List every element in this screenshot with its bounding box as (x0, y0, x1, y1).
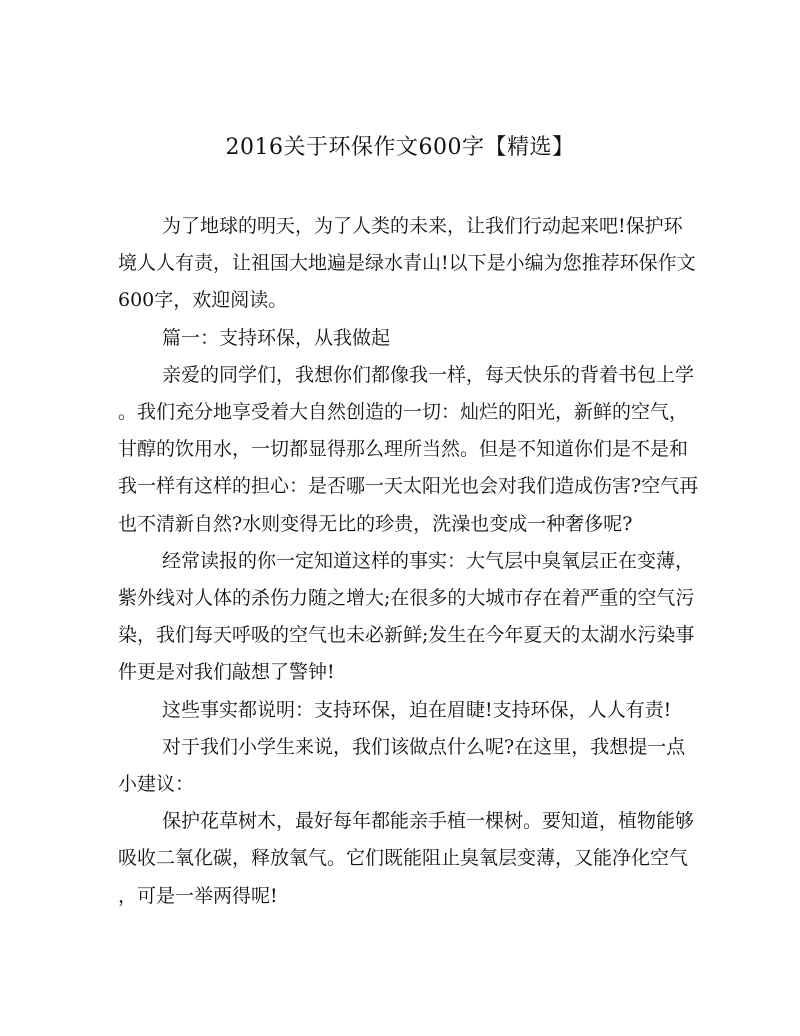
paragraph (118, 729, 688, 803)
text-line: 也不清新自然?水则变得无比的珍贵，洗澡也变成一种奢侈呢? (118, 512, 633, 535)
document-body (118, 208, 699, 915)
text-line: 篇一：支持环保，从我做起 (162, 326, 391, 349)
section-heading (118, 320, 688, 357)
text-line: 保护花草树木，最好每年都能亲手植一棵树。要知道，植物能够 (162, 810, 695, 833)
text-line: 经常读报的你一定知道这样的事实：大气层中臭氧层正在变薄， (162, 549, 695, 572)
paragraph-intro (118, 208, 696, 320)
text-line: 紫外线对人体的杀伤力随之增大;在很多的大城市存在着严重的空气污 (118, 587, 695, 610)
text-line: 件更是对我们敲想了警钟! (118, 661, 335, 684)
text-line: 对于我们小学生来说，我们该做点什么呢?在这里，我想提一点 (162, 735, 686, 758)
paragraph (118, 543, 695, 692)
text-line: 我一样有这样的担心：是否哪一天太阳光也会对我们造成伤害?空气再 (118, 475, 699, 498)
document-title: 2016关于环保作文600字【精选】 (225, 135, 575, 160)
text-line: 甘醇的饮用水，一切都显得那么理所当然。但是不知道你们是不是和 (118, 438, 689, 461)
text-line: 小建议： (118, 773, 195, 796)
paragraph (118, 357, 699, 543)
text-line: 染，我们每天呼吸的空气也未必新鲜;发生在今年夏天的太湖水污染事 (118, 624, 695, 647)
paragraph (118, 692, 688, 729)
text-line: 。我们充分地享受着大自然创造的一切：灿烂的阳光，新鲜的空气， (118, 401, 689, 424)
text-line: 这些事实都说明：支持环保，迫在眉睫!支持环保，人人有责! (162, 698, 672, 721)
text-line: 亲爱的同学们，我想你们都像我一样，每天快乐的背着书包上学 (162, 363, 695, 386)
text-line: 境人人有责，让祖国大地遍是绿水青山!以下是小编为您推荐环保作文 (118, 252, 696, 275)
text-line: 600字，欢迎阅读。 (118, 289, 288, 312)
text-line: ，可是一举两得呢! (118, 884, 278, 907)
text-line: 吸收二氧化碳，释放氧气。它们既能阻止臭氧层变薄，又能净化空气 (118, 847, 689, 870)
paragraph (118, 803, 695, 915)
text-line: 为了地球的明天，为了人类的未来，让我们行动起来吧!保护环 (162, 215, 683, 237)
